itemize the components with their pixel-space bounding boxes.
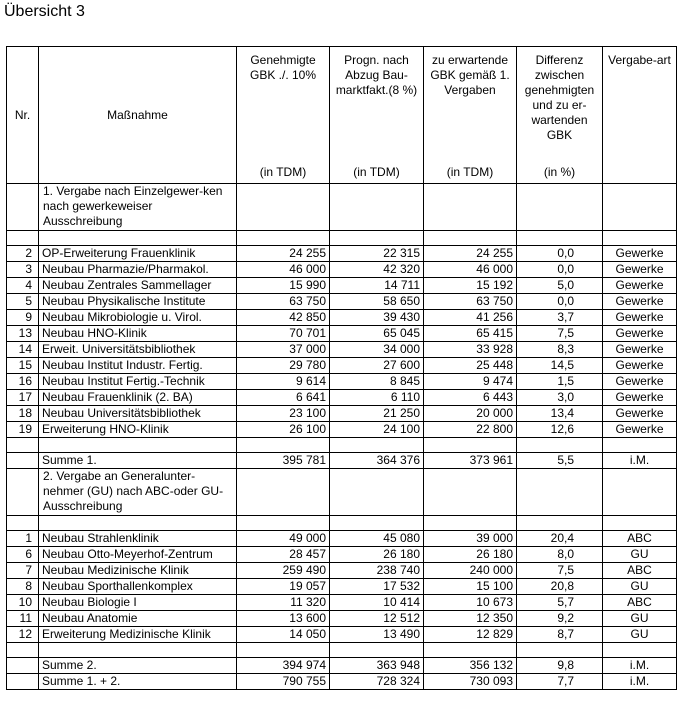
header-vergabeart: Vergabe-art xyxy=(603,47,677,184)
empty-cell xyxy=(39,643,237,658)
measure-name: Neubau Mikrobiologie u. Virol. xyxy=(39,310,237,326)
expected-value: 39 000 xyxy=(424,531,517,547)
row-number: 4 xyxy=(7,278,39,294)
difference-value: 0,0 xyxy=(517,246,603,262)
difference-value: 7,5 xyxy=(517,326,603,342)
empty-cell xyxy=(237,231,330,246)
gbk-value: 6 641 xyxy=(237,390,330,406)
gbk-value: 42 850 xyxy=(237,310,330,326)
empty-cell xyxy=(7,643,39,658)
table-body xyxy=(7,184,677,690)
gbk-value: 14 050 xyxy=(237,627,330,643)
difference-value: 3,7 xyxy=(517,310,603,326)
expected-value: 33 928 xyxy=(424,342,517,358)
difference-value: 9,2 xyxy=(517,611,603,627)
row-number: 7 xyxy=(7,563,39,579)
difference-value: 20,8 xyxy=(517,579,603,595)
award-type: ABC xyxy=(603,595,677,611)
gbk-value: 29 780 xyxy=(237,358,330,374)
empty-cell xyxy=(424,184,517,231)
table-row xyxy=(7,390,677,406)
empty-cell xyxy=(330,516,424,531)
row-number: 3 xyxy=(7,262,39,278)
progn-value: 45 080 xyxy=(330,531,424,547)
empty-cell xyxy=(7,184,39,231)
measure-name: Neubau Institut Industr. Fertig. xyxy=(39,358,237,374)
gbk-value: 63 750 xyxy=(237,294,330,310)
award-type: GU xyxy=(603,579,677,595)
expected-value: 12 829 xyxy=(424,627,517,643)
measure-name: Neubau HNO-Klinik xyxy=(39,326,237,342)
empty-cell xyxy=(7,674,39,690)
empty-cell xyxy=(330,438,424,453)
sum-difference: 7,7 xyxy=(517,674,603,690)
measure-name: Neubau Biologie I xyxy=(39,595,237,611)
progn-value: 39 430 xyxy=(330,310,424,326)
overview-table xyxy=(6,46,677,690)
empty-cell xyxy=(7,438,39,453)
difference-value: 14,5 xyxy=(517,358,603,374)
empty-cell xyxy=(7,231,39,246)
table-row xyxy=(7,406,677,422)
difference-value: 0,0 xyxy=(517,294,603,310)
sum-gbk: 790 755 xyxy=(237,674,330,690)
award-type: Gewerke xyxy=(603,246,677,262)
gbk-value: 15 990 xyxy=(237,278,330,294)
measure-name: Neubau Institut Fertig.-Technik xyxy=(39,374,237,390)
empty-cell xyxy=(330,469,424,516)
table-row xyxy=(7,358,677,374)
empty-cell xyxy=(424,469,517,516)
gbk-value: 70 701 xyxy=(237,326,330,342)
difference-value: 13,4 xyxy=(517,406,603,422)
sum-award-type: i.M. xyxy=(603,658,677,674)
table-row xyxy=(7,627,677,643)
empty-cell xyxy=(517,516,603,531)
table-row xyxy=(7,294,677,310)
gbk-value: 19 057 xyxy=(237,579,330,595)
section-heading-row xyxy=(7,469,677,516)
sum-label: Summe 1. + 2. xyxy=(39,674,237,690)
expected-value: 63 750 xyxy=(424,294,517,310)
gbk-value: 11 320 xyxy=(237,595,330,611)
empty-cell xyxy=(39,231,237,246)
sum-row-2 xyxy=(7,658,677,674)
spacer-row xyxy=(7,231,677,246)
award-type: Gewerke xyxy=(603,294,677,310)
difference-value: 5,0 xyxy=(517,278,603,294)
measure-name: Neubau Universitätsbibliothek xyxy=(39,406,237,422)
progn-value: 17 532 xyxy=(330,579,424,595)
sum-award-type: i.M. xyxy=(603,674,677,690)
row-number: 6 xyxy=(7,547,39,563)
empty-cell xyxy=(603,184,677,231)
sum-progn: 728 324 xyxy=(330,674,424,690)
award-type: ABC xyxy=(603,563,677,579)
spacer-row xyxy=(7,643,677,658)
sum-gbk: 395 781 xyxy=(237,453,330,469)
table-row xyxy=(7,422,677,438)
progn-value: 8 845 xyxy=(330,374,424,390)
sum-progn: 363 948 xyxy=(330,658,424,674)
award-type: Gewerke xyxy=(603,390,677,406)
progn-value: 27 600 xyxy=(330,358,424,374)
gbk-value: 23 100 xyxy=(237,406,330,422)
progn-value: 13 490 xyxy=(330,627,424,643)
row-number: 12 xyxy=(7,627,39,643)
difference-value: 8,0 xyxy=(517,547,603,563)
difference-value: 12,6 xyxy=(517,422,603,438)
progn-value: 26 180 xyxy=(330,547,424,563)
empty-cell xyxy=(7,516,39,531)
total-row xyxy=(7,674,677,690)
progn-value: 42 320 xyxy=(330,262,424,278)
progn-value: 34 000 xyxy=(330,342,424,358)
gbk-value: 37 000 xyxy=(237,342,330,358)
sum-gbk: 394 974 xyxy=(237,658,330,674)
progn-value: 14 711 xyxy=(330,278,424,294)
empty-cell xyxy=(603,438,677,453)
award-type: Gewerke xyxy=(603,374,677,390)
progn-value: 22 315 xyxy=(330,246,424,262)
empty-cell xyxy=(237,438,330,453)
sum-expected: 730 093 xyxy=(424,674,517,690)
row-number: 19 xyxy=(7,422,39,438)
empty-cell xyxy=(603,469,677,516)
sum-expected: 356 132 xyxy=(424,658,517,674)
award-type: Gewerke xyxy=(603,262,677,278)
section-heading: 2. Vergabe an Generalunter-nehmer (GU) nach ABC-oder GU-Ausschreibung xyxy=(39,469,237,516)
award-type: GU xyxy=(603,547,677,563)
header-differenz: Differenz zwischen genehmigten und zu er-wartenden GBK (in %) xyxy=(517,47,603,184)
measure-name: Erweiterung Medizinische Klinik xyxy=(39,627,237,643)
empty-cell xyxy=(424,643,517,658)
gbk-value: 28 457 xyxy=(237,547,330,563)
row-number: 14 xyxy=(7,342,39,358)
header-gbk: Genehmigte GBK ./. 10% (in TDM) xyxy=(237,47,330,184)
spacer-row xyxy=(7,516,677,531)
measure-name: Erweit. Universitätsbibliothek xyxy=(39,342,237,358)
gbk-value: 259 490 xyxy=(237,563,330,579)
empty-cell xyxy=(330,231,424,246)
empty-cell xyxy=(237,469,330,516)
award-type: Gewerke xyxy=(603,422,677,438)
award-type: GU xyxy=(603,611,677,627)
measure-name: Neubau Sporthallenkomplex xyxy=(39,579,237,595)
row-number: 11 xyxy=(7,611,39,627)
table-row xyxy=(7,374,677,390)
table-row xyxy=(7,547,677,563)
sum-label: Summe 1. xyxy=(39,453,237,469)
measure-name: Neubau Zentrales Sammellager xyxy=(39,278,237,294)
section-heading: 1. Vergabe nach Einzelgewer-ken nach gewerkeweiser Ausschreibung xyxy=(39,184,237,231)
difference-value: 8,7 xyxy=(517,627,603,643)
row-number: 2 xyxy=(7,246,39,262)
empty-cell xyxy=(7,453,39,469)
row-number: 5 xyxy=(7,294,39,310)
page-title: Übersicht 3 xyxy=(4,3,85,20)
measure-name: Neubau Medizinische Klinik xyxy=(39,563,237,579)
table-row xyxy=(7,531,677,547)
expected-value: 20 000 xyxy=(424,406,517,422)
header-erwartet: zu erwartende GBK gemäß 1. Vergaben (in TDM) xyxy=(424,47,517,184)
expected-value: 6 443 xyxy=(424,390,517,406)
sum-progn: 364 376 xyxy=(330,453,424,469)
spacer-row xyxy=(7,438,677,453)
expected-value: 24 255 xyxy=(424,246,517,262)
measure-name: Neubau Anatomie xyxy=(39,611,237,627)
empty-cell xyxy=(517,469,603,516)
difference-value: 3,0 xyxy=(517,390,603,406)
table-row xyxy=(7,310,677,326)
row-number: 17 xyxy=(7,390,39,406)
expected-value: 15 100 xyxy=(424,579,517,595)
award-type: Gewerke xyxy=(603,358,677,374)
empty-cell xyxy=(424,231,517,246)
row-number: 1 xyxy=(7,531,39,547)
row-number: 8 xyxy=(7,579,39,595)
gbk-value: 26 100 xyxy=(237,422,330,438)
progn-value: 58 650 xyxy=(330,294,424,310)
award-type: GU xyxy=(603,627,677,643)
progn-value: 238 740 xyxy=(330,563,424,579)
row-number: 13 xyxy=(7,326,39,342)
progn-value: 12 512 xyxy=(330,611,424,627)
row-number: 10 xyxy=(7,595,39,611)
sum-difference: 5,5 xyxy=(517,453,603,469)
progn-value: 21 250 xyxy=(330,406,424,422)
empty-cell xyxy=(39,438,237,453)
difference-value: 7,5 xyxy=(517,563,603,579)
expected-value: 15 192 xyxy=(424,278,517,294)
section-heading-row xyxy=(7,184,677,231)
measure-name: Erweiterung HNO-Klinik xyxy=(39,422,237,438)
empty-cell xyxy=(517,438,603,453)
measure-name: Neubau Strahlenklinik xyxy=(39,531,237,547)
measure-name: Neubau Pharmazie/Pharmakol. xyxy=(39,262,237,278)
progn-value: 24 100 xyxy=(330,422,424,438)
empty-cell xyxy=(603,643,677,658)
award-type: Gewerke xyxy=(603,326,677,342)
table-row xyxy=(7,262,677,278)
empty-cell xyxy=(237,516,330,531)
expected-value: 41 256 xyxy=(424,310,517,326)
table-row xyxy=(7,278,677,294)
empty-cell xyxy=(517,231,603,246)
empty-cell xyxy=(517,184,603,231)
difference-value: 1,5 xyxy=(517,374,603,390)
measure-name: Neubau Physikalische Institute xyxy=(39,294,237,310)
table-row xyxy=(7,342,677,358)
expected-value: 46 000 xyxy=(424,262,517,278)
row-number: 15 xyxy=(7,358,39,374)
expected-value: 65 415 xyxy=(424,326,517,342)
table-header-row xyxy=(7,47,677,184)
gbk-value: 13 600 xyxy=(237,611,330,627)
empty-cell xyxy=(517,643,603,658)
table-row xyxy=(7,563,677,579)
award-type: Gewerke xyxy=(603,310,677,326)
empty-cell xyxy=(603,516,677,531)
sum-label: Summe 2. xyxy=(39,658,237,674)
sum-row-1 xyxy=(7,453,677,469)
table-row xyxy=(7,595,677,611)
difference-value: 0,0 xyxy=(517,262,603,278)
empty-cell xyxy=(237,184,330,231)
empty-cell xyxy=(424,438,517,453)
sum-award-type: i.M. xyxy=(603,453,677,469)
sum-expected: 373 961 xyxy=(424,453,517,469)
award-type: Gewerke xyxy=(603,406,677,422)
row-number: 9 xyxy=(7,310,39,326)
measure-name: OP-Erweiterung Frauenklinik xyxy=(39,246,237,262)
table-row xyxy=(7,326,677,342)
empty-cell xyxy=(7,469,39,516)
gbk-value: 24 255 xyxy=(237,246,330,262)
header-progn: Progn. nach Abzug Bau-marktfakt.(8 %) (in TDM) xyxy=(330,47,424,184)
expected-value: 10 673 xyxy=(424,595,517,611)
table-row xyxy=(7,246,677,262)
expected-value: 9 474 xyxy=(424,374,517,390)
progn-value: 65 045 xyxy=(330,326,424,342)
expected-value: 12 350 xyxy=(424,611,517,627)
header-nr: Nr. xyxy=(7,47,39,184)
empty-cell xyxy=(603,231,677,246)
header-massnahme: Maßnahme xyxy=(39,47,237,184)
table-row xyxy=(7,579,677,595)
award-type: ABC xyxy=(603,531,677,547)
measure-name: Neubau Frauenklinik (2. BA) xyxy=(39,390,237,406)
difference-value: 8,3 xyxy=(517,342,603,358)
expected-value: 22 800 xyxy=(424,422,517,438)
expected-value: 240 000 xyxy=(424,563,517,579)
gbk-value: 46 000 xyxy=(237,262,330,278)
difference-value: 5,7 xyxy=(517,595,603,611)
empty-cell xyxy=(330,643,424,658)
empty-cell xyxy=(330,184,424,231)
gbk-value: 49 000 xyxy=(237,531,330,547)
row-number: 18 xyxy=(7,406,39,422)
progn-value: 10 414 xyxy=(330,595,424,611)
expected-value: 26 180 xyxy=(424,547,517,563)
sum-difference: 9,8 xyxy=(517,658,603,674)
award-type: Gewerke xyxy=(603,342,677,358)
gbk-value: 9 614 xyxy=(237,374,330,390)
table-row xyxy=(7,611,677,627)
empty-cell xyxy=(424,516,517,531)
row-number: 16 xyxy=(7,374,39,390)
empty-cell xyxy=(39,516,237,531)
empty-cell xyxy=(7,658,39,674)
measure-name: Neubau Otto-Meyerhof-Zentrum xyxy=(39,547,237,563)
empty-cell xyxy=(237,643,330,658)
difference-value: 20,4 xyxy=(517,531,603,547)
award-type: Gewerke xyxy=(603,278,677,294)
expected-value: 25 448 xyxy=(424,358,517,374)
progn-value: 6 110 xyxy=(330,390,424,406)
